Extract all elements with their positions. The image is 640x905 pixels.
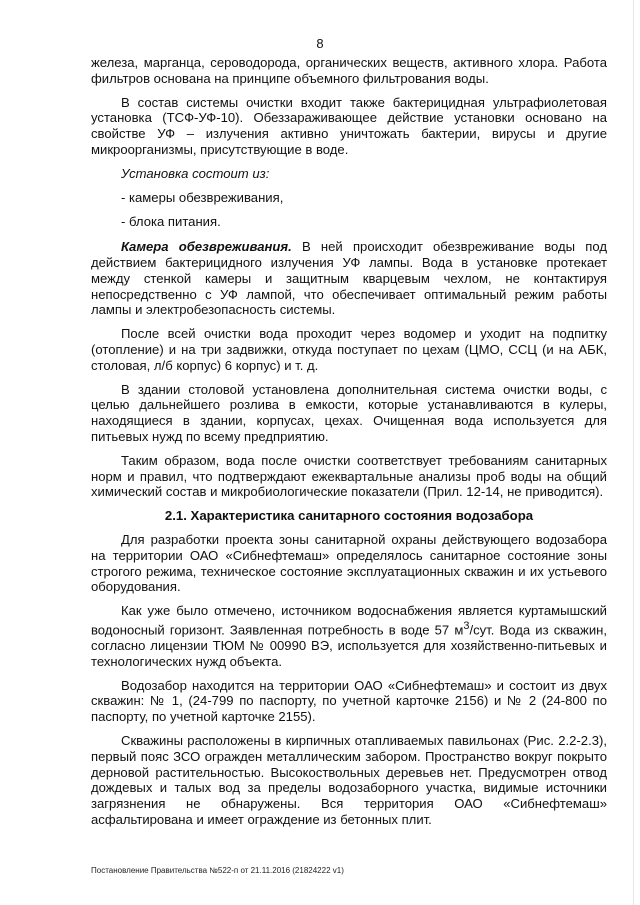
paragraph-5: После всей очистки вода проходит через водомер и уходит на подпитку (отопление) и на три задвижки, откуда поступает по цехам (ЦМО, ССЦ (и на АБК, столовая, л/б корпус) 6 корпус) и т. д. — [91, 326, 607, 373]
scan-edge — [633, 0, 634, 905]
section-heading: 2.1. Характеристика санитарного состояния водозабора — [164, 508, 534, 524]
paragraph-9-text-a: Как уже было отмечено, источником водоснабжения является куртамышский водоносный горизонт. Заявленная потребность в воде 57 м — [91, 603, 607, 638]
paragraph-4-text: В ней происходит обезвреживание воды под действием бактерицидного излучения УФ лампы. Вода в установке протекает между стенкой камеры и защитным кварцевым чехлом, не контактируя непосредственно с УФ лампой, что обеспечивает оптимальный режим работы лампы и электробезопасность системы. — [91, 239, 607, 318]
paragraph-1: железа, марганца, сероводорода, органических веществ, активного хлора. Работа фильтров основана на принципе объемного фильтрования воды. — [91, 55, 607, 86]
paragraph-2: В состав системы очистки входит также бактерицидная ультрафиолетовая установка (ТСФ-УФ-10). Обеззараживающее действие установки основано на свойстве УФ – излучения активно уничтожать бактерии, вирусы и другие микроорганизмы, присутствующие в воде. — [91, 94, 607, 157]
page-footer: Постановление Правительства №522-п от 21.11.2016 (21824222 v1) — [91, 866, 344, 875]
paragraph-3: Установка состоит из: — [121, 165, 270, 181]
paragraph-11: Скважины расположены в кирпичных отапливаемых павильонах (Рис. 2.2-2.3), первый пояс ЗСО огражден металлическим забором. Пространство вокруг покрыто дерновой растительностью. Высокоствольных деревьев нет. Предусмотрен отвод дождевых и талых вод за пределы водозаборного участка, видимые источники загрязнения не обнаружены. Вся территория ОАО «Сибнефтемаш» асфальтирована и имеет ограждение из бетонных плит. — [91, 733, 607, 828]
paragraph-9 — [91, 603, 607, 670]
paragraph-7: Таким образом, вода после очистки соответствует требованиям санитарных норм и правил, что подтверждают ежеквартальные анализы проб воды на общий химический состав и микробиологические показатели (Прил. 12-14, не приводится). — [91, 452, 607, 500]
list-item-2: - блока питания. — [121, 214, 221, 230]
paragraph-8: Для разработки проекта зоны санитарной охраны действующего водозабора на территории ОАО «Сибнефтемаш» определялось санитарное состояние зоны строгого режима, техническое состояние эксплуатационных скважин и их устьевого оборудования. — [91, 531, 607, 595]
paragraph-6: В здании столовой установлена дополнительная система очистки воды, с целью дальнейшего розлива в емкости, которые устанавливаются в кулеры, находящиеся в здании, корпусах, цехах. Очищенная вода используется для питьевых нужд по всему предприятию. — [91, 381, 607, 444]
paragraph-4-lead: Камера обезвреживания. — [121, 239, 292, 255]
paragraph-4 — [91, 239, 607, 318]
document-body — [91, 55, 607, 836]
paragraph-10: Водозабор находится на территории ОАО «Сибнефтемаш» и состоит из двух скважин: № 1, (24-799 по паспорту, по учетной карточке 2156) и № 2 (24-800 по паспорту, по учетной карточке 2155). — [91, 677, 607, 725]
superscript-3: 3 — [463, 619, 470, 632]
page-number: 8 — [316, 36, 324, 51]
list-item-1: - камеры обезвреживания, — [121, 189, 284, 205]
paragraph-9-text-b: /сут. Вода из скважин, согласно лицензии ТЮМ № 00990 ВЭ, используется для хозяйственно-питьевых и технологических нужд объекта. — [91, 622, 607, 669]
